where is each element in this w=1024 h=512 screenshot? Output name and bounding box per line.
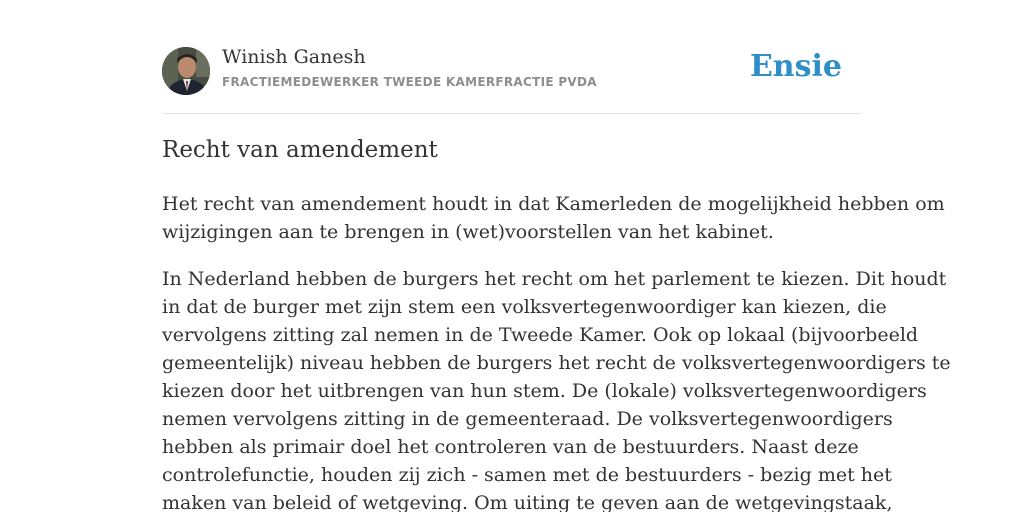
paragraph-line: maken van beleid of wetgeving. Om uiting te geven aan de wetgevingstaak, [162,492,893,512]
paragraph-line: vervolgens zitting zal nemen in de Tweede Kamer. Ook op lokaal (bijvoorbeeld [162,324,919,346]
paragraph-line: gemeentelijk) niveau hebben de burgers het recht de volksvertegenwoordigers te [162,352,951,374]
author-role: FRACTIEMEDEWERKER TWEEDE KAMERFRACTIE PVDA [222,75,597,89]
paragraph-line: nemen vervolgens zitting in de gemeenteraad. De volksvertegenwoordigers [162,408,893,430]
header-divider [162,113,862,114]
paragraph-line: In Nederland hebben de burgers het recht om het parlement te kiezen. Dit houdt [162,268,947,290]
author-header [162,46,862,96]
paragraph [162,190,945,246]
article-title: Recht van amendement [162,137,438,163]
avatar-photo-icon [162,47,210,95]
author-avatar[interactable] [162,47,210,95]
paragraph-line: wijzigingen aan te brengen in (wet)voorstellen van het kabinet. [162,221,774,243]
paragraph-line: hebben als primair doel het controleren van de bestuurders. Naast deze [162,436,859,458]
article-body [162,190,951,512]
paragraph-line: kiezen door het uitbrengen van hun stem. De (lokale) volksvertegenwoordigers [162,380,927,402]
paragraph-line: Het recht van amendement houdt in dat Kamerleden de mogelijkheid hebben om [162,193,945,215]
paragraph-line: controlefunctie, houden zij zich - samen met de bestuurders - bezig met het [162,464,892,486]
paragraph-line: in dat de burger met zijn stem een volksvertegenwoordiger kan kiezen, die [162,296,887,318]
brand-logo[interactable]: Ensie [749,49,842,84]
paragraph [162,265,951,512]
author-name[interactable]: Winish Ganesh [222,46,366,68]
